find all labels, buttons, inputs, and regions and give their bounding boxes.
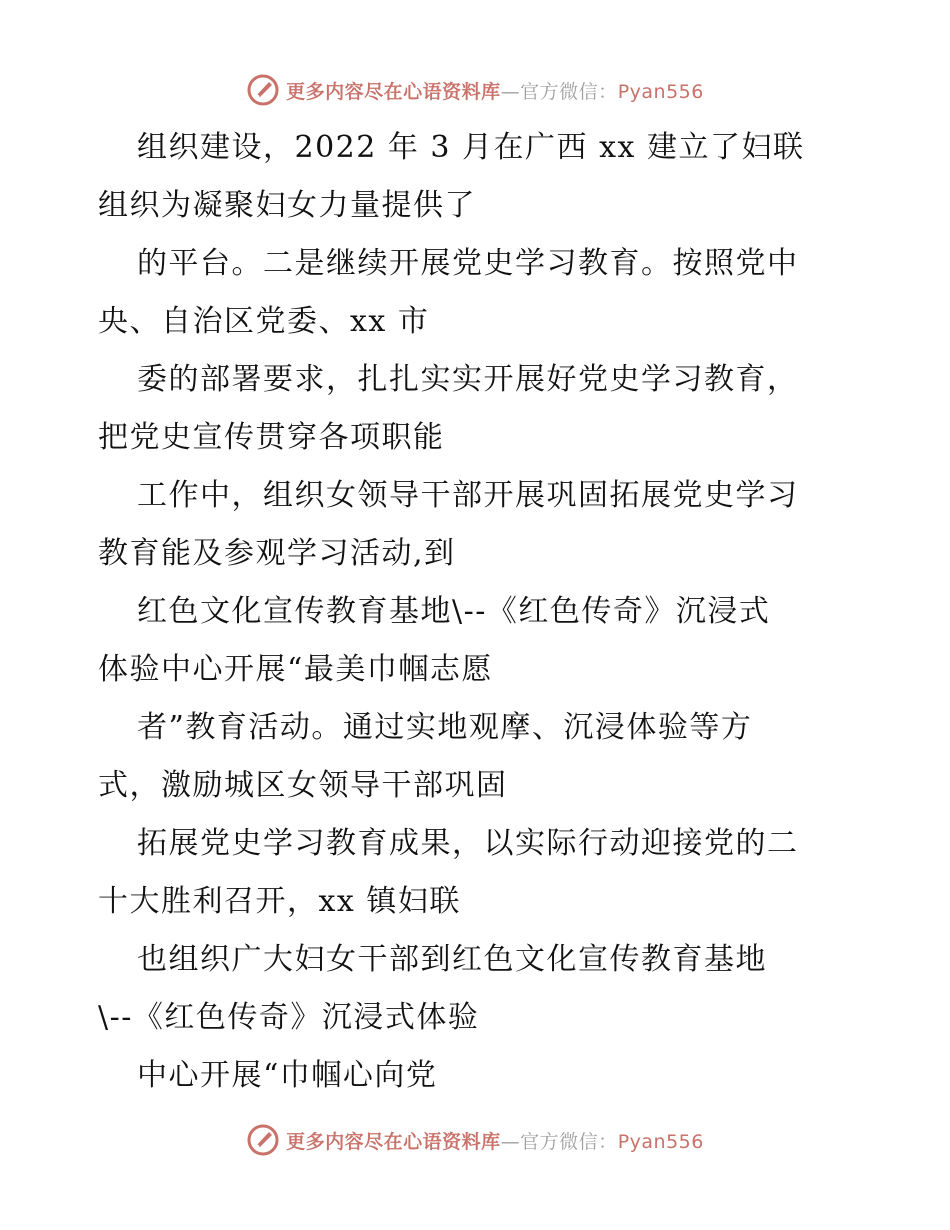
footer-watermark — [0, 1120, 950, 1160]
watermark-label: 官方微信： — [520, 1130, 618, 1153]
watermark-label: 官方微信： — [520, 80, 618, 103]
watermark-dash: — — [500, 80, 521, 103]
watermark-text — [286, 1127, 704, 1154]
text-line: 委的部署要求，扎扎实实开展好党史学习教育， — [137, 362, 799, 397]
text-line: 红色文化宣传教育基地\--《红色传奇》沉浸式 — [137, 594, 771, 629]
watermark-prefix: 更多内容尽在心语资料库 — [286, 1130, 501, 1153]
quill-seal-icon — [246, 1123, 280, 1157]
text-line: 中心开展“巾帼心向党 — [137, 1058, 438, 1093]
text-line: 央、自治区党委、xx 市 — [98, 304, 430, 339]
text-line: \--《红色传奇》沉浸式体验 — [98, 1000, 480, 1035]
text-line: 的平台。二是继续开展党史学习教育。按照党中 — [137, 246, 799, 281]
text-line: 工作中，组织女领导干部开展巩固拓展党史学习 — [137, 478, 799, 513]
text-line: 体验中心开展“最美巾帼志愿 — [98, 652, 493, 687]
text-line: 十大胜利召开，xx 镇妇联 — [98, 884, 461, 919]
text-line: 式，激励城区女领导干部巩固 — [98, 768, 508, 803]
text-line: 拓展党史学习教育成果，以实际行动迎接党的二 — [137, 826, 799, 861]
quill-seal-icon — [246, 73, 280, 107]
watermark-account: Pyan556 — [617, 80, 704, 103]
watermark-text — [286, 77, 704, 104]
text-line: 也组织广大妇女干部到红色文化宣传教育基地 — [137, 942, 767, 977]
text-line: 组织为凝聚妇女力量提供了 — [98, 188, 476, 223]
watermark-dash: — — [500, 1130, 521, 1153]
text-line: 把党史宣传贯穿各项职能 — [98, 420, 445, 455]
header-watermark — [0, 70, 950, 110]
text-line: 者”教育活动。通过实地观摩、沉浸体验等方 — [137, 710, 753, 745]
text-line: 教育能及参观学习活动,到 — [98, 536, 456, 571]
watermark-prefix: 更多内容尽在心语资料库 — [286, 80, 501, 103]
watermark-account: Pyan556 — [617, 1130, 704, 1153]
text-line: 组织建设，2022 年 3 月在广西 xx 建立了妇联 — [137, 130, 805, 165]
